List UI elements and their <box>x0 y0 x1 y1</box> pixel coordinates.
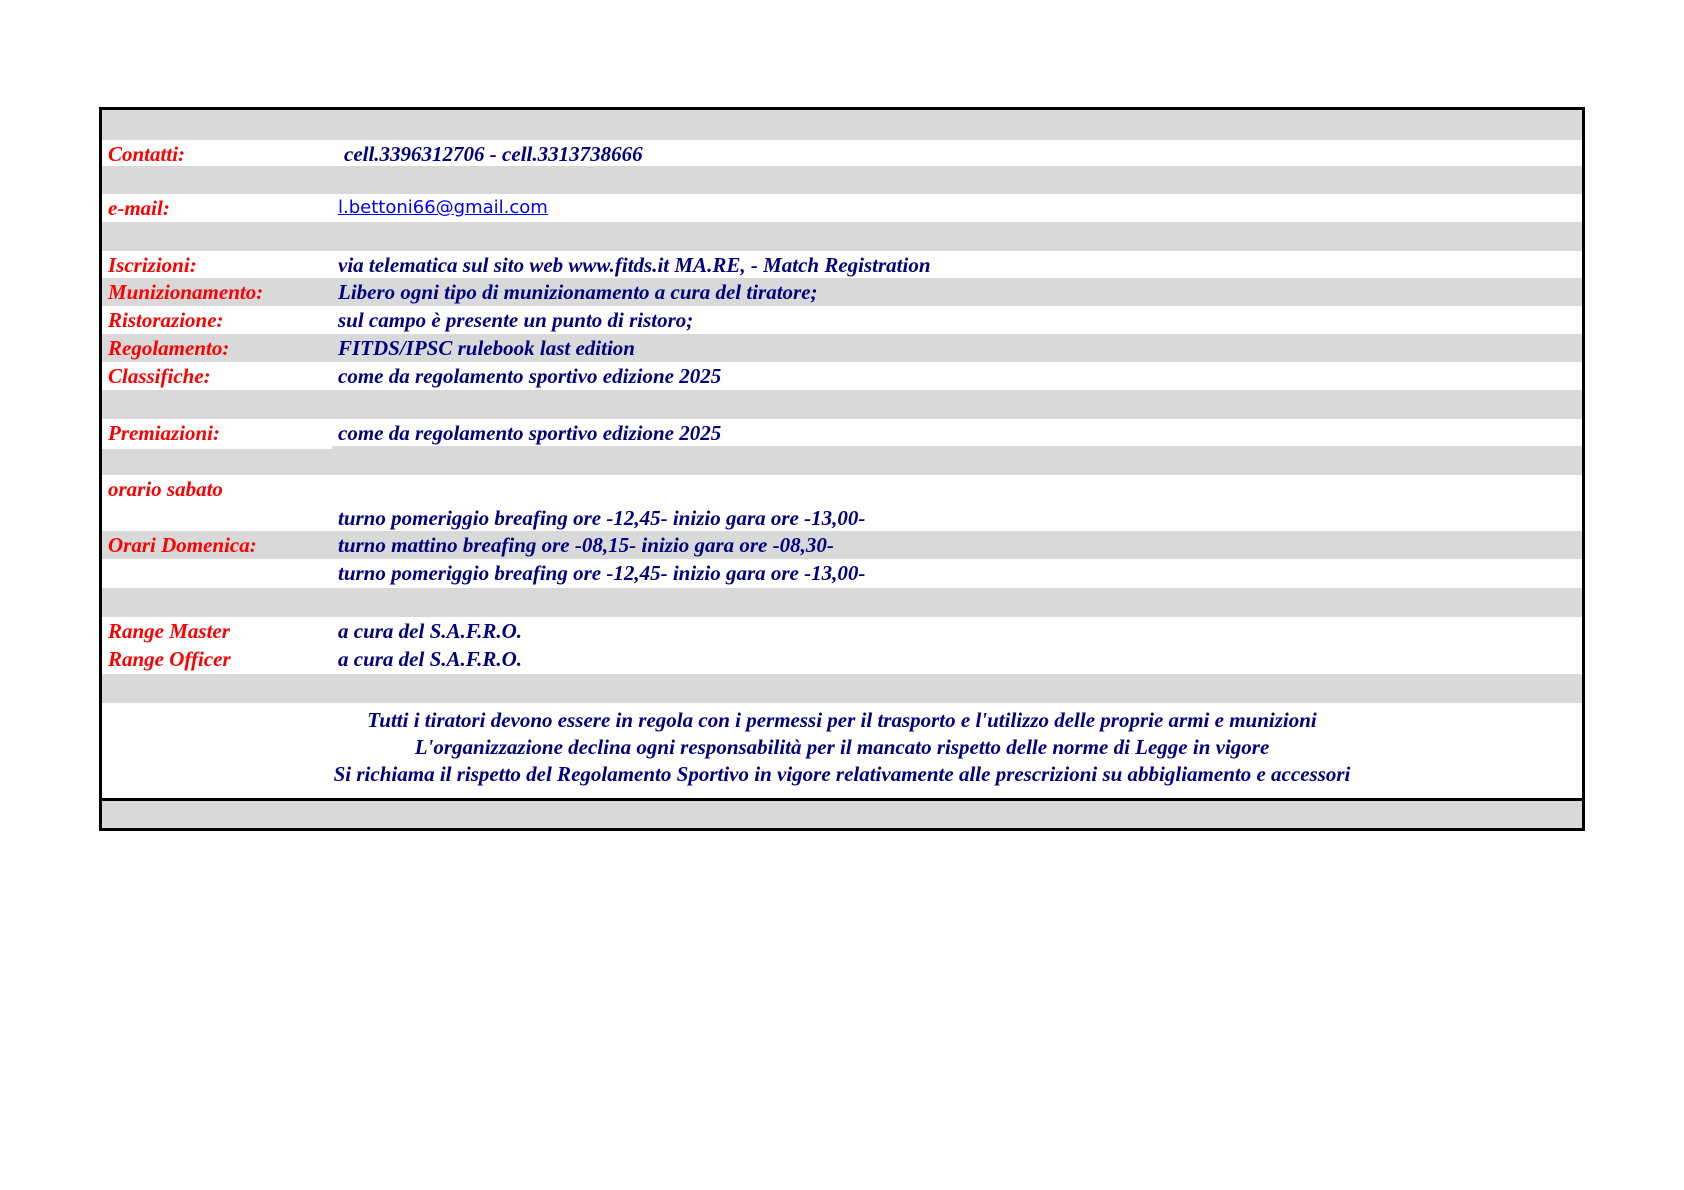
orari-domenica-value-1: turno mattino breafing ore -08,15- inizio gara ore -08,30- <box>338 533 834 557</box>
email-label: e-mail: <box>108 196 170 220</box>
notice-line: Tutti i tiratori devono essere in regola con i permessi per il trasporto e l'utilizzo delle proprie armi e munizioni <box>367 708 1317 732</box>
range-officer-value: a cura del S.A.F.R.O. <box>338 647 522 671</box>
email-link[interactable]: l.bettoni66@gmail.com <box>338 197 548 218</box>
spacer-row <box>102 110 1582 140</box>
row-munizionamento <box>102 278 1582 306</box>
munizionamento-value: Libero ogni tipo di munizionamento a cura del tiratore; <box>338 280 818 304</box>
row-orario-sabato <box>102 475 1582 531</box>
row-contatti <box>102 140 1582 166</box>
row-iscrizioni <box>102 251 1582 278</box>
orari-domenica-label: Orari Domenica: <box>108 533 257 557</box>
iscrizioni-value: via telematica sul sito web www.fitds.it MA.RE, - Match Registration <box>338 253 931 277</box>
range-master-value: a cura del S.A.F.R.O. <box>338 619 522 643</box>
spacer-row <box>102 166 1582 194</box>
spacer-row <box>102 674 1582 703</box>
spacer-row <box>102 390 1582 419</box>
row-orari-domenica <box>102 531 1582 559</box>
row-range-master <box>102 617 1582 645</box>
classifiche-value: come da regolamento sportivo edizione 2025 <box>338 364 722 388</box>
row-email <box>102 194 1582 222</box>
spacer-row <box>102 446 1582 475</box>
ristorazione-value: sul campo è presente un punto di ristoro; <box>338 308 694 332</box>
cell-patch <box>102 446 332 449</box>
regolamento-label: Regolamento: <box>108 336 230 360</box>
orario-sabato-label: orario sabato <box>108 477 223 501</box>
row-regolamento <box>102 334 1582 362</box>
orario-sabato-value: turno pomeriggio breafing ore -12,45- inizio gara ore -13,00- <box>338 506 866 530</box>
notice-line: Si richiama il rispetto del Regolamento Sportivo in vigore relativamente alle prescrizioni su abbigliamento e accessori <box>333 762 1351 786</box>
range-master-label: Range Master <box>108 619 230 643</box>
row-classifiche <box>102 362 1582 390</box>
regolamento-value: FITDS/IPSC rulebook last edition <box>338 336 635 360</box>
footer-bar <box>102 798 1582 828</box>
classifiche-label: Classifiche: <box>108 364 211 388</box>
row-orari-domenica-2 <box>102 559 1582 588</box>
notices-block <box>102 703 1582 804</box>
spacer-row <box>102 222 1582 251</box>
row-range-officer <box>102 645 1582 674</box>
info-sheet <box>99 107 1585 831</box>
row-ristorazione <box>102 306 1582 334</box>
orari-domenica-value-2: turno pomeriggio breafing ore -12,45- inizio gara ore -13,00- <box>338 561 866 585</box>
contatti-value: cell.3396312706 - cell.3313738666 <box>344 142 643 166</box>
ristorazione-label: Ristorazione: <box>108 308 224 332</box>
notice-line: L'organizzazione declina ogni responsabilità per il mancato rispetto delle norme di Legge in vigore <box>414 735 1270 759</box>
spacer-row <box>102 588 1582 617</box>
munizionamento-label: Munizionamento: <box>108 280 264 304</box>
range-officer-label: Range Officer <box>108 647 231 671</box>
row-premiazioni <box>102 419 1582 446</box>
contatti-label: Contatti: <box>108 142 186 166</box>
iscrizioni-label: Iscrizioni: <box>108 253 197 277</box>
premiazioni-value: come da regolamento sportivo edizione 2025 <box>338 421 722 445</box>
premiazioni-label: Premiazioni: <box>108 421 221 445</box>
